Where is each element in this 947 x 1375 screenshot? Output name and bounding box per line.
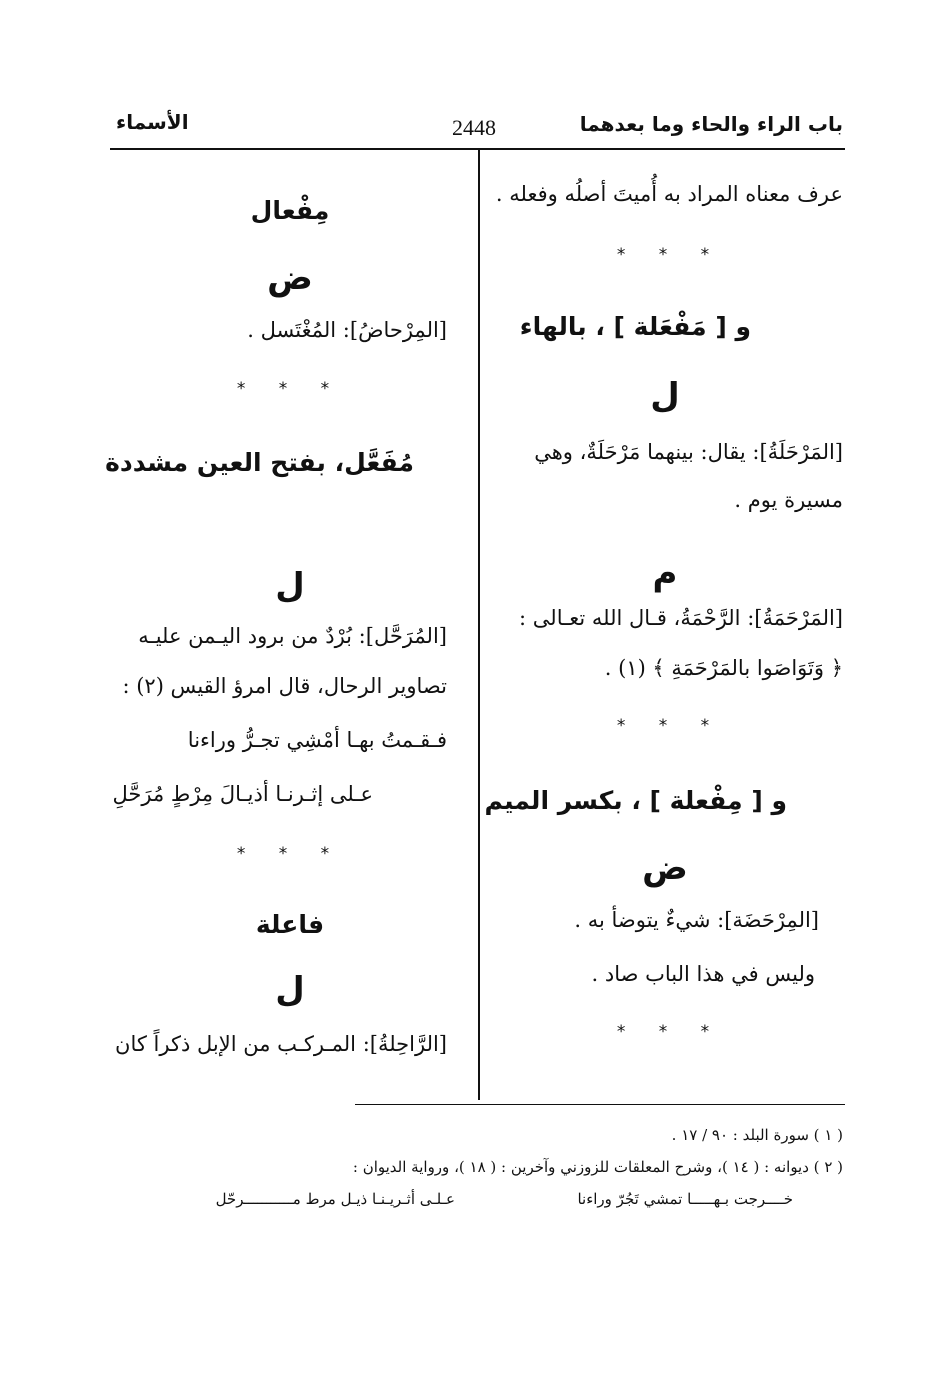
footnote-verse-second-hemistich: عـلـى أثـريـنـا ذيـل مرط مـــــــــــرحّل [215,1190,455,1208]
root-letter-heading: ض [267,258,313,298]
quran-quote: ﴿ وَتَوَاصَوا بالمَرْحَمَةِ ﴾ (١) . [604,656,843,680]
footnote-2: ( ٢ ) ديوانه : ( ١٤ )، وشرح المعلقات للزوزني وآخرين : ( ١٨ )، ورواية الديوان : [352,1158,843,1176]
pattern-heading: و [ مَفْعَلة ] ، بالهاء [519,312,751,341]
pattern-heading: مُفَعَّل، بفتح العين مشددة [105,448,414,477]
column-divider [478,150,480,1100]
running-header-chapter: باب الراء والحاء وما بعدهما [579,112,843,136]
section-separator: * * * [616,716,724,736]
root-letter-heading: ل [275,566,305,606]
footnote-1: ( ١ ) سورة البلد : ٩٠ / ١٧ . [671,1126,843,1144]
root-letter-heading: ل [275,970,305,1010]
footnote-rule [355,1104,845,1105]
page-number: 2448 [452,115,496,140]
dictionary-entry-continuation: تصاوير الرحال، قال امرؤ القيس (٢) : [122,674,447,698]
dictionary-entry: [المُرَحَّل]: بُرْدٌ من برود اليـمن عليـه [138,624,447,648]
poetry-verse-first-hemistich: فـقـمتُ بهـا أمْشِي تجـرُّ وراءنا [187,728,447,752]
dictionary-entry: [المِرْحاضُ]: المُغْتَسل . [247,318,447,342]
footnote-verse-first-hemistich: خــــرجت بـهـــــا تمشي تَجُرّ وراءنا [577,1190,793,1208]
pattern-heading: فاعلة [255,910,325,939]
pattern-heading: و [ مِفْعلة ] ، بكسر الميم [484,786,787,815]
dictionary-entry: [الرَّاحِلةُ]: المـركـب من الإبل ذكراً كان [115,1032,447,1056]
dictionary-entry: [المَرْحَمَةُ]: الرَّحْمَةُ، قـال الله تعـالى : [519,606,843,630]
text-line: عرف معناه المراد به أُميتَ أصلُه وفعله . [495,182,843,206]
running-header-section: الأسماء [116,110,189,134]
section-separator: * * * [236,844,344,864]
pattern-heading: مِفْعال [250,196,330,225]
dictionary-entry: [المِرْحَضَة]: شيءٌ يتوضأ به . [574,908,819,932]
root-letter-heading: م [652,553,678,593]
section-separator: * * * [236,379,344,399]
text-line: وليس في هذا الباب صاد . [591,962,815,986]
dictionary-entry: [المَرْحَلَةُ]: يقال: بينهما مَرْحَلَةٌ، وهي [534,440,843,464]
dictionary-entry-continuation: مسيرة يوم . [734,488,843,512]
root-letter-heading: ض [642,848,688,888]
section-separator: * * * [616,245,724,265]
section-separator: * * * [616,1022,724,1042]
root-letter-heading: ل [650,376,680,416]
poetry-verse-second-hemistich: عـلى إثـرنـا أذيـالَ مِرْطٍ مُرَحَّلِ [112,782,373,806]
